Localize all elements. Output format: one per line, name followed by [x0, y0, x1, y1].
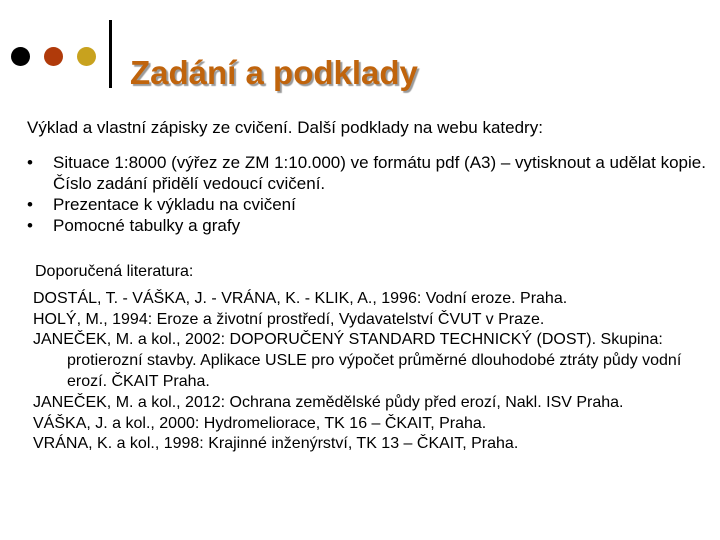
- literature-reference: VRÁNA, K. a kol., 1998: Krajinné inženýrství, TK 13 – ČKAIT, Praha.: [33, 435, 519, 453]
- slide-title: Zadání a podklady: [130, 54, 418, 91]
- literature-reference: JANEČEK, M. a kol., 2002: DOPORUČENÝ STANDARD TECHNICKÝ (DOST). Skupina: protierozní stavby. Aplikace USLE pro výpočet průměrné dlouhodobé ztráty půdy vodní erozí. ČKAIT Praha.: [33, 331, 682, 390]
- literature-reference: VÁŠKA, J. a kol., 2000: Hydromeliorace, TK 16 – ČKAIT, Praha.: [33, 414, 487, 432]
- literature-reference: JANEČEK, M. a kol., 2012: Ochrana zemědělské půdy před erozí, Nakl. ISV Praha.: [33, 393, 624, 411]
- bullet-text: Pomocné tabulky a grafy: [53, 216, 241, 235]
- red-dot-icon: [44, 47, 63, 66]
- decorative-dots: [11, 47, 101, 67]
- bullet-list: [27, 152, 707, 236]
- bullet-icon: •: [27, 153, 33, 172]
- literature-reference: HOLÝ, M., 1994: Eroze a životní prostředí, Vydavatelství ČVUT v Praze.: [33, 310, 545, 328]
- gold-dot-icon: [77, 47, 96, 66]
- bullet-icon: •: [27, 216, 33, 235]
- literature-section: [33, 262, 713, 455]
- intro-text: Výklad a vlastní zápisky ze cvičení. Další podklady na webu katedry:: [27, 118, 543, 137]
- literature-reference: DOSTÁL, T. - VÁŠKA, J. - VRÁNA, K. - KLIK, A., 1996: Vodní eroze. Praha.: [33, 289, 568, 307]
- bullet-text: Situace 1:8000 (výřez ze ZM 1:10.000) ve formátu pdf (A3) – vytisknout a udělat kopie. Číslo zadání přidělí vedoucí cvičení.: [53, 153, 706, 193]
- literature-heading: Doporučená literatura:: [35, 263, 194, 280]
- title-divider: [109, 20, 112, 88]
- bullet-text: Prezentace k výkladu na cvičení: [53, 195, 296, 214]
- bullet-icon: •: [27, 195, 33, 214]
- black-dot-icon: [11, 47, 30, 66]
- bullet-item: [27, 194, 707, 215]
- bullet-item: [27, 152, 707, 194]
- bullet-item: [27, 215, 707, 236]
